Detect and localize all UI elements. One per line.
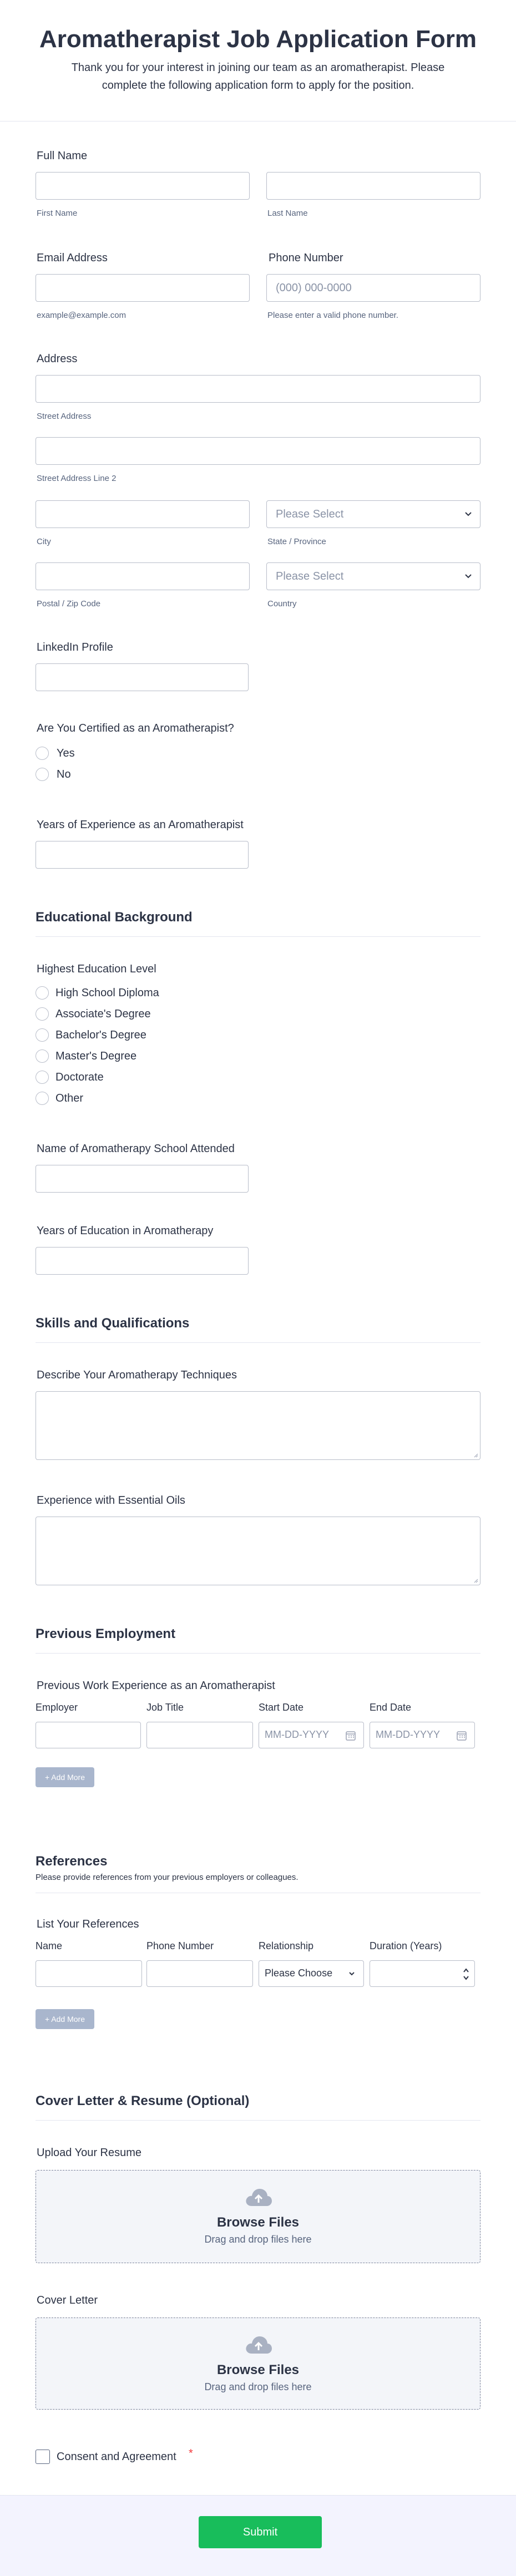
references-column-header: Relationship	[259, 1940, 314, 1951]
education-level-label: Highest Education Level	[37, 963, 156, 975]
phone-placeholder: (000) 000-0000	[276, 282, 352, 294]
reference-name-input[interactable]	[36, 1960, 142, 1987]
phone-input[interactable]	[266, 274, 480, 302]
employment-heading: Previous Employment	[36, 1626, 176, 1641]
references-add-more-button[interactable]: + Add More	[36, 2009, 94, 2029]
documents-divider	[36, 2120, 480, 2121]
education-option-radio[interactable]	[36, 1092, 49, 1105]
education-option-radio[interactable]	[36, 1071, 49, 1084]
country-select[interactable]	[266, 562, 480, 590]
references-subheading: Please provide references from your previous employers or colleagues.	[36, 1873, 299, 1882]
consent-checkbox[interactable]	[36, 2450, 50, 2464]
skills-heading: Skills and Qualifications	[36, 1316, 190, 1331]
skills-divider	[36, 1342, 480, 1343]
end-date-placeholder: MM-DD-YYYY	[376, 1729, 440, 1740]
phone-label: Phone Number	[269, 252, 343, 264]
resume-browse-files[interactable]: Browse Files	[216, 2215, 300, 2230]
start-date-placeholder: MM-DD-YYYY	[265, 1729, 329, 1740]
email-label: Email Address	[37, 252, 108, 264]
references-column-header: Phone Number	[146, 1940, 214, 1951]
street-address-input[interactable]	[36, 375, 480, 403]
resume-label: Upload Your Resume	[37, 2147, 142, 2159]
school-label: Name of Aromatherapy School Attended	[37, 1143, 235, 1155]
calendar-icon[interactable]	[457, 1731, 467, 1741]
country-sublabel: Country	[267, 599, 297, 608]
education-option-radio[interactable]	[36, 986, 49, 1000]
start-date-input[interactable]	[259, 1722, 364, 1748]
up-down-icon[interactable]	[462, 1966, 470, 1982]
required-asterisk: *	[189, 2447, 193, 2460]
state-placeholder: Please Select	[276, 508, 344, 520]
essential-oils-label: Experience with Essential Oils	[37, 1494, 185, 1507]
footer-divider	[0, 2495, 516, 2496]
education-option-label: High School Diploma	[55, 987, 159, 999]
certified-yes-label: Yes	[57, 747, 75, 759]
street-address-sublabel: Street Address	[37, 412, 92, 421]
phone-sublabel: Please enter a valid phone number.	[267, 311, 398, 320]
employment-divider	[36, 1653, 480, 1654]
education-years-input[interactable]	[36, 1247, 249, 1275]
first-name-sublabel: First Name	[37, 209, 78, 218]
page-title: Aromatherapist Job Application Form	[39, 26, 477, 53]
employment-column-header: Job Title	[146, 1702, 184, 1713]
cloud-upload-icon	[244, 2335, 273, 2355]
techniques-label: Describe Your Aromatherapy Techniques	[37, 1369, 237, 1381]
education-heading: Educational Background	[36, 910, 193, 925]
experience-years-input[interactable]	[36, 841, 249, 869]
email-input[interactable]	[36, 274, 250, 302]
zip-input[interactable]	[36, 562, 250, 590]
experience-years-label: Years of Experience as an Aromatherapist	[37, 819, 244, 831]
chevron-down-icon	[464, 509, 472, 520]
consent-label: Consent and Agreement	[57, 2451, 176, 2463]
last-name-sublabel: Last Name	[267, 209, 308, 218]
resize-handle-icon[interactable]	[473, 1578, 478, 1583]
city-input[interactable]	[36, 500, 250, 528]
city-sublabel: City	[37, 537, 51, 546]
education-option-radio[interactable]	[36, 1028, 49, 1042]
documents-heading: Cover Letter & Resume (Optional)	[36, 2093, 250, 2108]
first-name-input[interactable]	[36, 172, 250, 200]
job-title-input[interactable]	[146, 1722, 253, 1748]
essential-oils-textarea[interactable]	[36, 1517, 480, 1585]
certified-no-radio[interactable]	[36, 768, 49, 781]
last-name-input[interactable]	[266, 172, 480, 200]
employment-add-more-button[interactable]: + Add More	[36, 1767, 94, 1787]
certified-yes-radio[interactable]	[36, 747, 49, 760]
submit-button[interactable]: Submit	[199, 2516, 322, 2548]
linkedin-input[interactable]	[36, 663, 249, 691]
linkedin-label: LinkedIn Profile	[37, 641, 113, 653]
resize-handle-icon[interactable]	[473, 1452, 478, 1458]
education-option-label: Master's Degree	[55, 1050, 137, 1062]
street-address-2-input[interactable]	[36, 437, 480, 465]
relationship-placeholder: Please Choose	[265, 1968, 333, 1979]
reference-phone-input[interactable]	[146, 1960, 253, 1987]
education-option-radio[interactable]	[36, 1049, 49, 1063]
country-placeholder: Please Select	[276, 570, 344, 582]
education-option-label: Bachelor's Degree	[55, 1029, 146, 1041]
address-label: Address	[37, 353, 78, 365]
full-name-label: Full Name	[37, 150, 88, 162]
employment-column-header: Start Date	[259, 1702, 304, 1713]
zip-sublabel: Postal / Zip Code	[37, 599, 101, 608]
end-date-input[interactable]	[370, 1722, 475, 1748]
state-sublabel: State / Province	[267, 537, 326, 546]
employment-column-header: Employer	[36, 1702, 78, 1713]
chevron-down-icon	[348, 1968, 356, 1979]
employment-column-header: End Date	[370, 1702, 412, 1713]
cover-letter-upload-dropzone[interactable]	[36, 2318, 480, 2410]
education-option-label: Doctorate	[55, 1071, 104, 1083]
cloud-upload-icon	[244, 2187, 273, 2207]
certified-no-label: No	[57, 768, 71, 780]
cover-letter-browse-files[interactable]: Browse Files	[216, 2362, 300, 2377]
page-subtitle: Thank you for your interest in joining our team as an aromatherapist. Please complete the following application form to apply for the position.	[71, 62, 445, 92]
education-divider	[36, 936, 480, 937]
education-option-label: Associate's Degree	[55, 1008, 151, 1020]
employment-table-label: Previous Work Experience as an Aromatherapist	[37, 1680, 275, 1692]
employer-input[interactable]	[36, 1722, 141, 1748]
email-sublabel: example@example.com	[37, 311, 127, 320]
education-years-label: Years of Education in Aromatherapy	[37, 1225, 214, 1237]
chevron-down-icon	[464, 571, 472, 582]
state-select[interactable]	[266, 500, 480, 528]
street-address-2-sublabel: Street Address Line 2	[37, 474, 117, 483]
cover-letter-drag-hint: Drag and drop files here	[204, 2381, 312, 2392]
resume-drag-hint: Drag and drop files here	[204, 2234, 312, 2245]
techniques-textarea[interactable]	[36, 1391, 480, 1460]
references-table-label: List Your References	[37, 1918, 139, 1930]
relationship-select[interactable]	[259, 1960, 364, 1987]
references-heading: References	[36, 1854, 108, 1869]
education-option-label: Other	[55, 1092, 84, 1104]
references-column-header: Duration (Years)	[370, 1940, 442, 1951]
school-input[interactable]	[36, 1165, 249, 1193]
resume-upload-dropzone[interactable]	[36, 2170, 480, 2263]
references-column-header: Name	[36, 1940, 63, 1951]
calendar-icon[interactable]	[346, 1731, 356, 1741]
cover-letter-label: Cover Letter	[37, 2294, 98, 2306]
duration-input[interactable]	[370, 1960, 475, 1987]
education-option-radio[interactable]	[36, 1007, 49, 1021]
certified-label: Are You Certified as an Aromatherapist?	[37, 722, 234, 734]
